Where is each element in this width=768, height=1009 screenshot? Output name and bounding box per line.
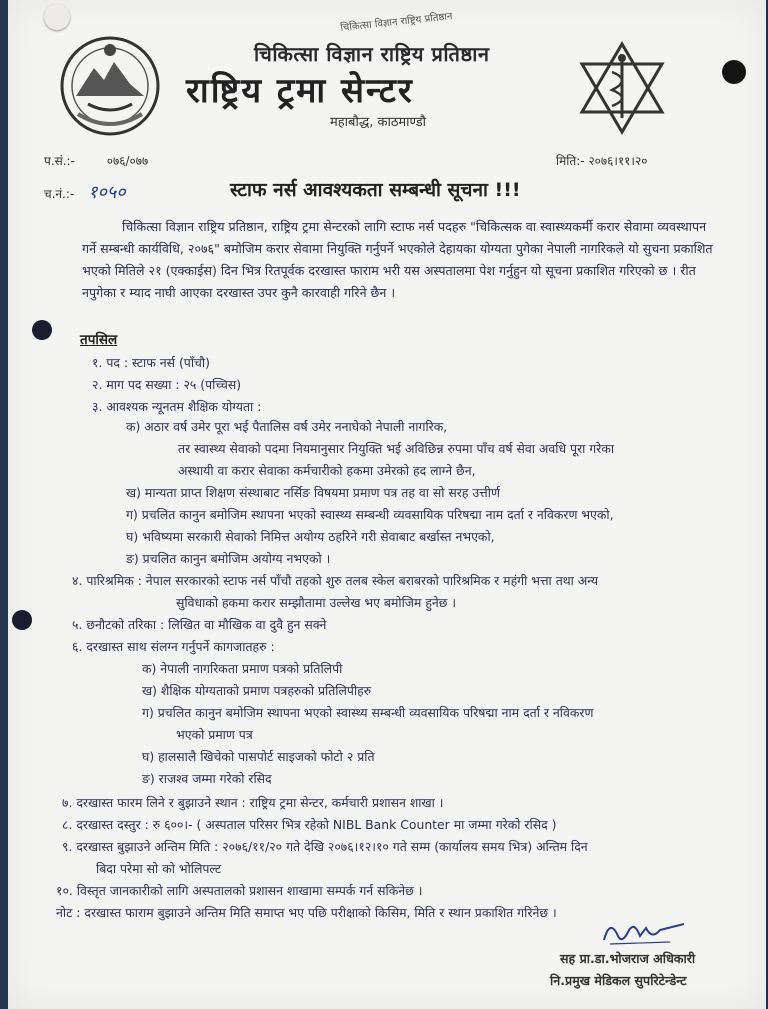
list-item: अस्थायी वा करार सेवाका कर्मचारीको हकमा उमेरको हद लाग्ने छैन, — [178, 463, 476, 478]
notice-title: स्टाफ नर्स आवश्यकता सम्बन्धी सूचना !!! — [230, 179, 521, 201]
address: महाबौद्ध, काठमाण्डौ — [330, 115, 427, 130]
list-item: सुविधाको हकमा करार सम्झौतामा उल्लेख भए बमोजिम हुनेछ । — [176, 595, 457, 610]
dispatch-number-label: च.नं.:- — [44, 187, 75, 201]
date-value: २०७६।११।२० — [588, 154, 648, 168]
list-item: क) नेपाली नागरिकता प्रमाण पत्रको प्रतिलिपी — [142, 661, 343, 676]
note-line: नोट : दरखास्त फाराम बुझाउने अन्तिम मिति समाप्त भए पछि परीक्षाको किसिम, मिति र स्थान प्रकाशित गरिनेछ । — [56, 905, 557, 920]
list-item: ग) प्रचलित कानुन बमोजिम स्थापना भएको स्वास्थ्य सम्बन्धी व्यवसायिक परिषद्मा नाम दर्ता र नविकरण भएको, — [126, 507, 614, 522]
letter-number-label: प.सं.:- — [44, 154, 75, 168]
date-label: मिति:- — [556, 154, 585, 168]
center-name: राष्ट्रिय ट्रमा सेन्टर — [186, 71, 414, 111]
signatory-title: नि.प्रमुख मेडिकल सुपरिटेन्डेन्ट — [550, 973, 687, 988]
list-item: ४. पारिश्रमिक : नेपाल सरकारको स्टाफ नर्स पाँचौ तहको शुरु तलब स्केल बराबरको पारिश्रमिक र महंगी भत्ता तथा अन्य — [72, 573, 599, 588]
list-item: ग) प्रचलित कानुन बमोजिम स्थापना भएको स्वास्थ्य सम्बन्धी व्यवसायिक परिषद्मा नाम दर्ता र नविकरण — [142, 705, 594, 720]
list-item: भएको प्रमाण पत्र — [176, 727, 253, 742]
list-item: तर स्वास्थ्य सेवाको पदमा नियमानुसार नियुक्ति भई अविछिन्न रुपमा पाँच वर्ष सेवा अवधि पूरा गरेका — [178, 441, 615, 456]
punch-hole-icon — [32, 320, 52, 340]
list-item: ३. आवश्यक न्यूनतम शैक्षिक योग्यता : — [92, 399, 262, 414]
pushpin-dark-icon — [722, 60, 746, 84]
list-item: ९. दरखास्त बुझाउने अन्तिम मिति : २०७६/११/२० गते देखि २०७६।१२।१० गते सम्म (कार्यालय समय भित्र) अन्तिम दिन — [62, 839, 588, 854]
date-row — [556, 152, 647, 169]
list-item: ८. दरखास्त दस्तुर : रु ६००।- ( अस्पताल परिसर भित्र रहेको NIBL Bank Counter मा जम्मा गरेको रसिद ) — [62, 817, 557, 832]
section-title: तपसिल — [80, 332, 118, 348]
list-item: ख) शैक्षिक योग्यताको प्रमाण पत्रहरुको प्रतिलिपीहरु — [142, 683, 372, 698]
signatory-name: सह प्रा.डा.भोजराज अधिकारी — [560, 951, 696, 966]
list-item: ५. छनौटको तरिका : लिखित वा मौखिक वा दुवै हुन सक्ने — [72, 617, 327, 632]
list-item: ख) मान्यता प्राप्त शिक्षण संस्थाबाट नर्सिङ विषयमा प्रमाण पत्र तह वा सो सरह उत्तीर्ण — [126, 485, 500, 500]
seal-text: चिकित्सा विज्ञान राष्ट्रिय प्रतिष्ठान — [339, 11, 454, 34]
signature-icon — [600, 910, 690, 950]
list-item: १. पद : स्टाफ नर्स (पाँचौ) — [92, 355, 210, 370]
list-item: ङ) राजश्व जम्मा गरेको रसिद — [142, 771, 272, 786]
organization-name: चिकित्सा विज्ञान राष्ट्रिय प्रतिष्ठान — [254, 42, 490, 66]
list-item: २. माग पद सख्या : २५ (पच्चिस) — [92, 377, 242, 392]
background-edge — [0, 0, 8, 1009]
punch-hole-icon — [12, 610, 32, 630]
pushpin-icon — [44, 4, 70, 30]
letter-number: ०७६/०७७ — [106, 154, 149, 168]
list-item: १०. विस्तृत जानकारीको लागि अस्पतालको प्रशासन शाखामा सम्पर्क गर्न सकिनेछ । — [56, 883, 423, 898]
letter-number-row — [44, 152, 148, 169]
list-item: क) अठार वर्ष उमेर पूरा भई पैतालिस वर्ष उमेर ननाघेको नेपाली नागरिक, — [126, 419, 448, 434]
list-item: बिदा परेमा सो को भोलिपल्ट — [96, 861, 222, 876]
trauma-center-logo-icon — [574, 40, 670, 136]
dispatch-number-row — [44, 180, 126, 204]
nepal-emblem-icon — [58, 34, 162, 138]
list-item: ६. दरखास्त साथ संलग्न गर्नुपर्ने कागजातहरु : — [72, 639, 275, 654]
list-item: ङ) प्रचलित कानुन बमोजिम अयोग्य नभएको । — [126, 551, 331, 566]
list-item: घ) हालसालै खिचेको पासपोर्ट साइजको फोटो २ प्रति — [142, 749, 375, 764]
list-item: घ) भविष्यमा सरकारी सेवाको निमित्त अयोग्य ठहरिने गरी सेवाबाट बर्खास्त नभएको, — [126, 529, 495, 544]
list-item: ७. दरखास्त फारम लिने र बुझाउने स्थान : राष्ट्रिय ट्रमा सेन्टर, कर्मचारी प्रशासन शाखा । — [62, 795, 444, 810]
notice-intro: चिकित्सा विज्ञान राष्ट्रिय प्रतिष्ठान, राष्ट्रिय ट्रमा सेन्टरको लागि स्टाफ नर्स पदहरु "चिकित्सक वा स्वास्थ्यकर्मी करार सेवामा व्यवस्थापन गर्ने सम्बन्धी कार्यविधि, २०७६" बमोजिम करार सेवामा नियुक्ति गर्नुपर्ने भएकोले देहायका योग्यता पुगेका नेपाली नागरिकले यो सुचना प्रकाशित भएको मितिले २१ (एक्काईस) दिन भित्र रितपूर्वक दरखास्त फाराम भरी यस अस्पतालमा पेश गर्नुहुन यो सूचना प्रकाशित गरिएको छ । रीत नपुगेका र म्याद नाघी आएका दरखास्त उपर कुनै कारवाही गरिने छैन । — [82, 219, 713, 300]
dispatch-number: १०५० — [88, 182, 126, 203]
